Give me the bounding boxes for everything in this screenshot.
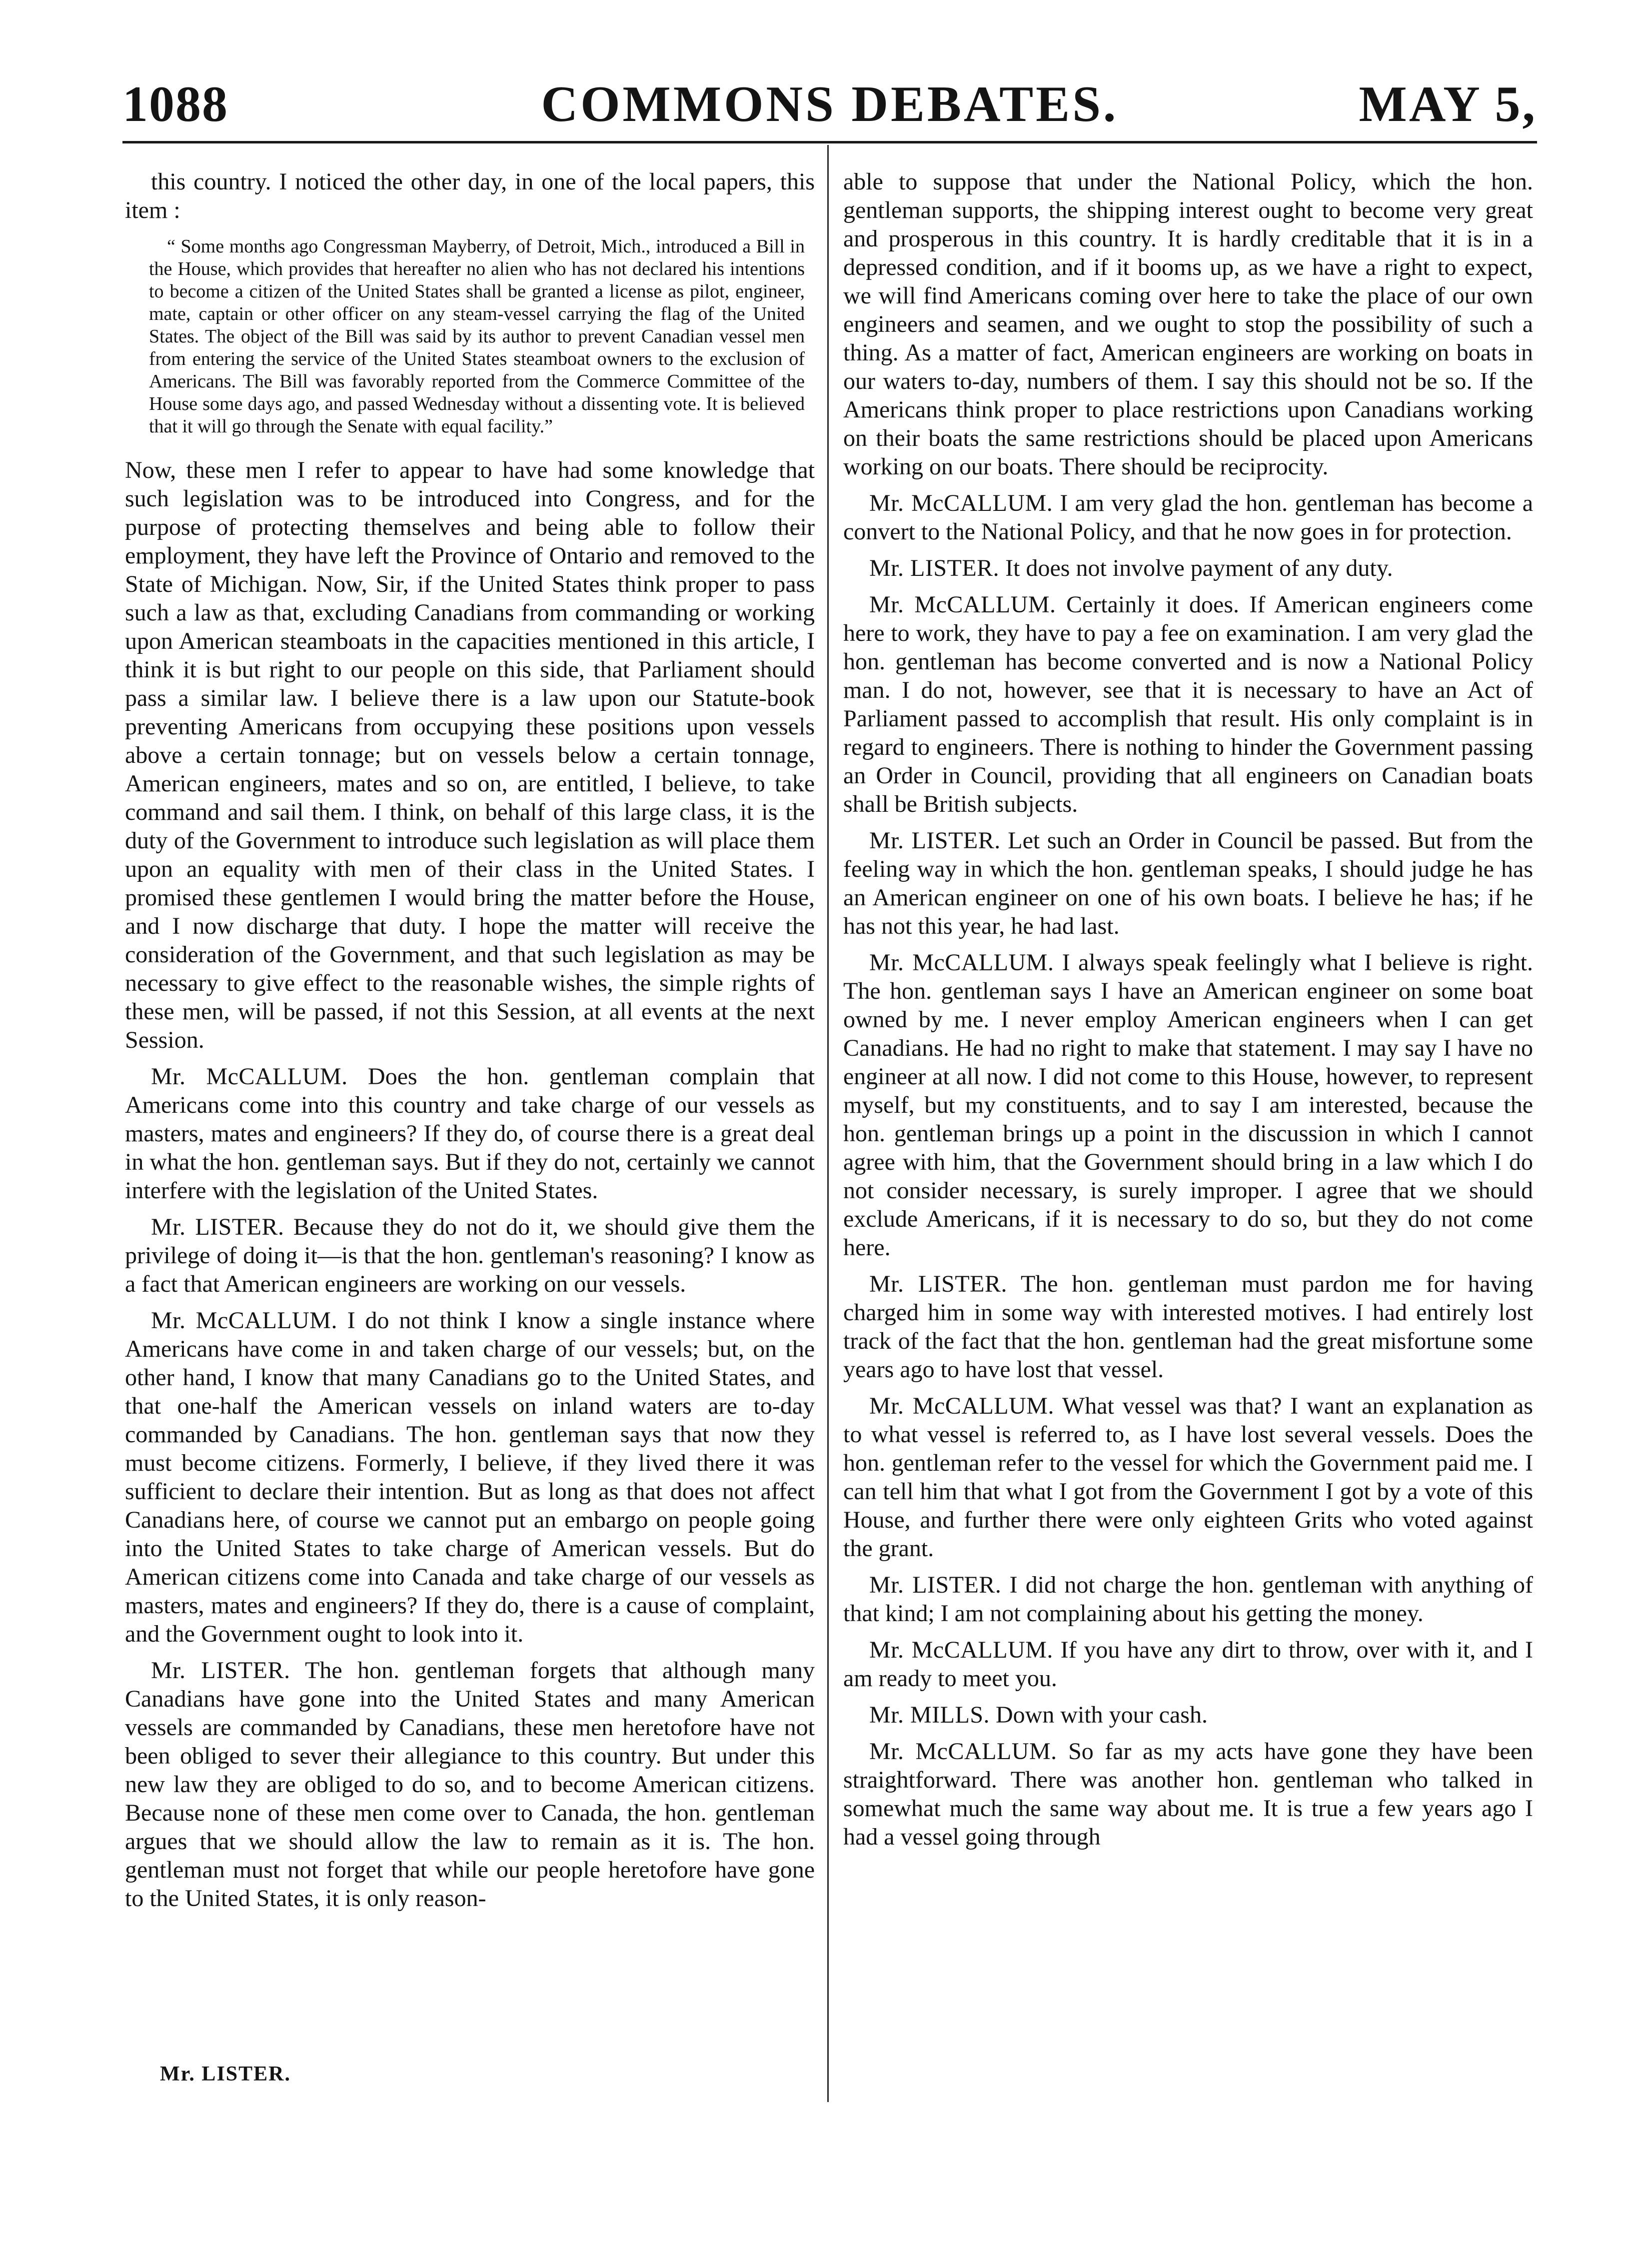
speech [843,1392,1533,1563]
speech [843,1636,1533,1693]
running-title: COMMONS DEBATES. [541,76,1119,132]
quote-text: “ Some months ago Congressman Mayberry, of Detroit, Mich., introduced a Bill in the House, which provides that hereafter no alien who has not declared his intentions to become a citizen of the United States shall be granted a license as pilot, engineer, mate, captain or other officer on any steam-vessel carrying the flag of the United States. The object of the Bill was said by its author to prevent Canadian vessel men from entering the service of the United States steamboat owners to the exclusion of Americans. The Bill was favorably reported from the Commerce Committee of the House some days ago, and passed Wednesday without a dissenting vote. It is believed that it will go through the Senate with equal facility.” [149,236,805,437]
speech-text: It does not involve payment of any duty. [1005,555,1393,581]
speaker-name: Mr. LISTER. [869,555,1000,581]
left-column [125,167,815,1921]
speaker-name: Mr. McCALLUM. [869,490,1053,516]
page-number: 1088 [122,76,228,132]
speaker-name: Mr. McCALLUM. [151,1307,337,1334]
speech-text: Let such an Order in Council be passed. But from the feeling way in which the hon. gentleman speaks, I should judge he has an American engineer on one of his own boats. I believe he has; if he has not this year, he had last. [843,827,1533,939]
speech [843,489,1533,546]
footer-catchword: Mr. LISTER. [160,2063,291,2086]
intro-paragraph: this country. I noticed the other day, in one of the local papers, this item : [125,168,815,223]
right-column [843,167,1533,1859]
speech-text: If you have any dirt to throw, over with it, and I am ready to meet you. [843,1637,1534,1692]
speaker-name: Mr. LISTER. [151,1214,284,1240]
speaker-name: Mr. LISTER. [869,827,1001,854]
speech-text: I did not charge the hon. gentleman with anything of that kind; I am not complaining about his getting the money. [843,1572,1534,1627]
speech-text: The hon. gentleman forgets that although many Canadians have gone into the United States and many American vessels are commanded by Canadians, these men heretofore have not been obliged to sever their allegiance to this country. But under this new law they are obliged to do so, and to become American citizens. Because none of these men come over to Canada, the hon. gentleman argues that we should allow the law to remain as it is. The hon. gentleman must not forget that while our people heretofore have gone to the United States, it is only reason- [125,1657,815,1912]
speaker-name: Mr. LISTER. [869,1572,1002,1598]
speech-text: What vessel was that? I want an explanation as to what vessel is referred to, as I have lost several vessels. Does the hon. gentleman refer to the vessel for which the Government paid me. I can tell him that what I got from the Government I got by a vote of this House, and further there were only eighteen Grits who voted against the grant. [843,1393,1533,1562]
speech [843,1571,1533,1628]
speech [843,1270,1533,1384]
speaker-name: Mr. McCALLUM. [151,1063,348,1090]
quoted-news-item [149,235,805,438]
paragraph: Now, these men I refer to appear to have had some knowledge that such legislation was to be introduced into Congress, and for the purpose of protecting themselves and being able to follow their employment, they have left the Province of Ontario and removed to the State of Michigan. Now, Sir, if the United States think proper to pass such a law as that, excluding Canadians from commanding or working upon American steamboats in the capacities mentioned in this article, I think it is but right to our people on this side, that Parliament should pass a similar law. I believe there is a law upon our Statute-book preventing Americans from occupying these positions upon vessels above a certain tonnage; but on vessels below a certain tonnage, American engineers, mates and so on, are entitled, I believe, to take command and sail them. I think, on behalf of this large class, it is the duty of the Government to introduce such legislation as will place them upon an equality with men of their class in the United States. I promised these gentlemen I would bring the matter before the House, and I now discharge that duty. I hope the matter will receive the consideration of the Government, and that such legislation as may be necessary to give effect to the reasonable wishes, the simple rights of these men, will be passed, if not this Session, at all events at the next Session. [125,457,815,1053]
speaker-name: Mr. McCALLUM. [869,591,1056,618]
speech [843,948,1533,1262]
speech-text: Certainly it does. If American engineers come here to work, they have to pay a fee on examination. I am very glad the hon. gentleman has become converted and is now a National Policy man. I do not, however, see that it is necessary to have an Act of Parliament passed to accomplish that result. His only complaint is in regard to engineers. There is nothing to hinder the Government passing an Order in Council, providing that all engineers on Canadian boats shall be British subjects. [843,591,1534,817]
speech-text: The hon. gentleman must pardon me for having charged him in some way with interested motives. I had entirely lost track of the fact that the hon. gentleman had the great misfortune some years ago to have lost that vessel. [843,1271,1534,1383]
speech [125,1213,815,1298]
speech [843,1701,1533,1729]
speech-text: I always speak feelingly what I believe is right. The hon. gentleman says I have an American engineer on some boat owned by me. I never employ American engineers when I can get Canadians. He had no right to make that statement. I may say I have no engineer at all now. I did not come to this House, however, to represent myself, but my constituents, and to say I am interested, because the hon. gentleman brings up a point in the discussion in which I cannot agree with him, that the Government should bring in a law which I do not consider necessary, is surely improper. I agree that we should exclude Americans, if it is necessary to do so, but they do not come here. [843,949,1533,1261]
continued-paragraph: able to suppose that under the National Policy, which the hon. gentleman supports, the shipping interest ought to become very great and prosperous in this country. It is hardly creditable that it is in a depressed condition, and if it booms up, as we have a right to expect, we will find Americans coming over here to take the place of our own engineers and seamen, and we ought to stop the possibility of such a thing. As a matter of fact, American engineers are working on boats in our waters to-day, numbers of them. I say this should not be so. If the Americans think proper to place restrictions upon Canadians working on their boats the same restrictions should be placed upon Americans working on our boats. There should be reciprocity. [843,168,1533,480]
speech-text: I do not think I know a single instance where Americans have come in and taken charge of our vessels; but, on the other hand, I know that many Canadians go to the United States, and that one-half the American vessels on inland waters are to-day commanded by Canadians. The hon. gentleman says that now they must become citizens. Formerly, I believe, if they lived there it was sufficient to declare their intention. But as long as that does not affect Canadians here, of course we cannot put an embargo on people going into the United States to take charge of American vessels. But do American citizens come into Canada and take charge of our vessels as masters, mates and engineers? If they do, there is a cause of complaint, and the Government ought to look into it. [125,1307,815,1647]
speech [843,826,1533,940]
speech [125,1656,815,1913]
speaker-name: Mr. LISTER. [151,1657,290,1684]
speech-text: Down with your cash. [996,1702,1208,1728]
speaker-name: Mr. MILLS. [869,1702,990,1728]
running-date: MAY 5, [1359,76,1537,132]
speech-text: I am very glad the hon. gentleman has become a convert to the National Policy, and that he now goes in for protection. [843,490,1534,545]
column-divider [827,145,829,2102]
speech [843,554,1533,582]
speech [125,1062,815,1205]
speaker-name: Mr. McCALLUM. [869,1738,1057,1765]
page-header [122,75,1537,135]
speech [125,1306,815,1648]
speech-text: So far as my acts have gone they have been straightforward. There was another hon. gentleman who talked in somewhat much the same way about me. It is true a few years ago I had a vessel going through [843,1738,1534,1850]
header-rule [122,141,1537,143]
speech-text: Because they do not do it, we should give them the privilege of doing it—is that the hon. gentleman's reasoning? I know as a fact that American engineers are working on our vessels. [125,1214,815,1297]
speech [843,590,1533,818]
speaker-name: Mr. McCALLUM. [869,1637,1053,1663]
speaker-name: Mr. McCALLUM. [869,1393,1054,1419]
speaker-name: Mr. LISTER. [869,1271,1007,1297]
speaker-name: Mr. McCALLUM. [869,949,1054,976]
speech-text: Does the hon. gentleman complain that Americans come into this country and take charge of our vessels as masters, mates and engineers? If they do, of course there is a great deal in what the hon. gentleman says. But if they do not, certainly we cannot interfere with the legislation of the United States. [125,1063,815,1204]
speech [843,1737,1533,1851]
